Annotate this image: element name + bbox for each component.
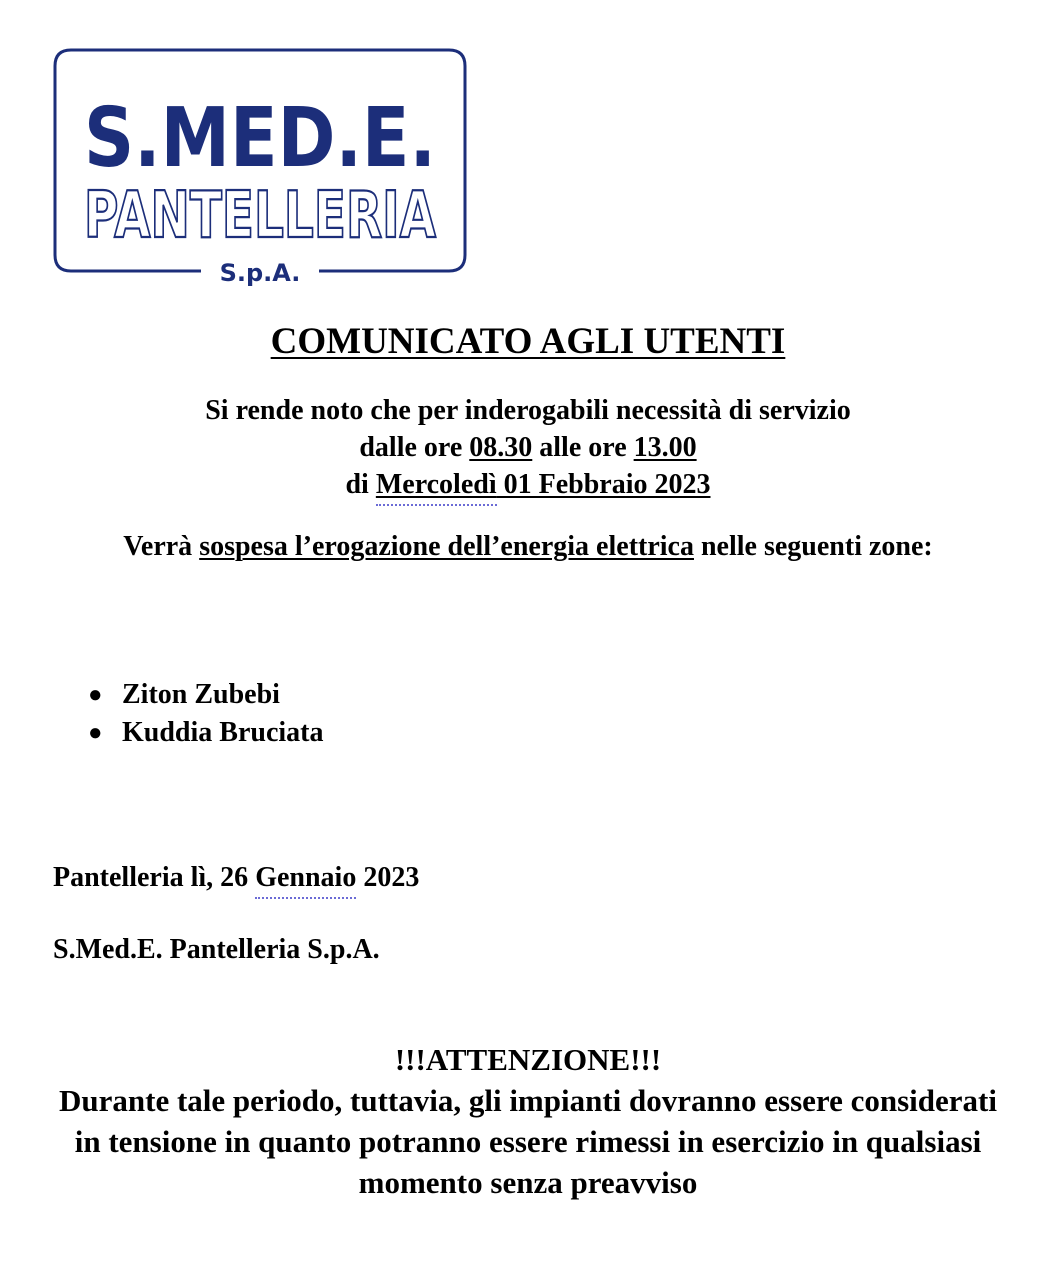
- notice-line-3-prefix: di: [345, 469, 376, 500]
- logo-line-3: S.p.A.: [219, 259, 301, 287]
- notice-line-3: [0, 466, 1056, 503]
- notice-paragraph: [0, 392, 1056, 503]
- warning-title: !!!ATTENZIONE!!!: [394, 1042, 662, 1077]
- signature: S.Med.E. Pantelleria S.p.A.: [53, 934, 380, 965]
- logo-line-2: PANTELLERIA: [84, 179, 437, 253]
- suspension-prefix: Verrà: [123, 531, 200, 562]
- outage-day: Mercoledì: [375, 469, 497, 500]
- start-time: 08.30: [469, 432, 533, 463]
- warning-block: [0, 1040, 1056, 1203]
- suspension-suffix: nelle seguenti zone:: [693, 531, 933, 562]
- zone-name: Ziton Zubebi: [122, 679, 280, 710]
- list-item: [88, 676, 323, 714]
- end-time: 13.00: [633, 432, 697, 463]
- place-date-year: 2023: [356, 862, 420, 893]
- warning-text: Durante tale periodo, tuttavia, gli impianti dovranno essere considerati in tensione in quanto potranno essere rimessi in esercizio in qualsiasi momento senza preavviso: [59, 1083, 997, 1200]
- outage-date-rest: 01 Febbraio 2023: [496, 469, 711, 500]
- bullet-icon: ●: [88, 682, 103, 708]
- suspension-underlined: sospesa l’erogazione dell’energia elettrica: [199, 531, 694, 562]
- company-logo: [53, 48, 468, 288]
- notice-line-2-middle: alle ore: [532, 432, 634, 463]
- notice-line-1: Si rende noto che per inderogabili necessità di servizio: [205, 395, 851, 426]
- place-date-prefix: Pantelleria lì, 26: [53, 862, 256, 893]
- outage-date: [376, 469, 711, 500]
- notice-line-2-prefix: dalle ore: [359, 432, 470, 463]
- suspension-statement: [0, 529, 1056, 565]
- logo-line-1: S.MED.E.: [84, 91, 436, 186]
- place-and-date: [53, 860, 419, 896]
- list-item: [88, 714, 323, 752]
- company-logo-graphic: [53, 48, 468, 288]
- place-date-month: Gennaio: [255, 862, 357, 893]
- document-title: COMUNICATO AGLI UTENTI: [270, 321, 786, 362]
- zone-name: Kuddia Bruciata: [122, 717, 324, 748]
- notice-line-2: [0, 429, 1056, 466]
- bullet-icon: ●: [88, 720, 103, 746]
- zones-list: [88, 676, 323, 752]
